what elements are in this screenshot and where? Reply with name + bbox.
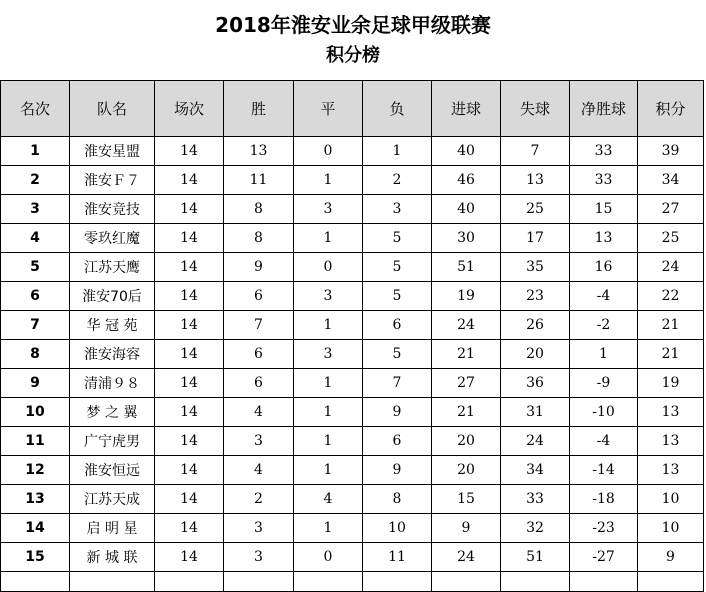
goal-difference-cell[interactable]: -2	[570, 311, 638, 340]
wins-cell[interactable]: 6	[224, 282, 294, 311]
header-goal-difference[interactable]: 净胜球	[570, 81, 638, 137]
goal-difference-cell[interactable]: 33	[570, 166, 638, 195]
points-cell[interactable]: 39	[638, 137, 704, 166]
header-points[interactable]: 积分	[638, 81, 704, 137]
draws-cell[interactable]: 1	[294, 224, 363, 253]
goals-against-cell[interactable]: 25	[501, 195, 570, 224]
draws-cell[interactable]: 4	[294, 485, 363, 514]
rank-cell[interactable]: 12	[1, 456, 70, 485]
goal-difference-cell[interactable]: -9	[570, 369, 638, 398]
played-cell[interactable]: 14	[155, 543, 224, 572]
wins-cell[interactable]: 2	[224, 485, 294, 514]
wins-cell[interactable]: 4	[224, 398, 294, 427]
goal-difference-cell[interactable]: -4	[570, 282, 638, 311]
wins-cell[interactable]: 7	[224, 311, 294, 340]
goal-difference-cell[interactable]: -27	[570, 543, 638, 572]
losses-cell[interactable]: 5	[363, 340, 432, 369]
table-row	[1, 514, 704, 543]
draws-cell[interactable]: 1	[294, 456, 363, 485]
table-row	[1, 195, 704, 224]
table-row	[1, 166, 704, 195]
goal-difference-cell[interactable]: -14	[570, 456, 638, 485]
played-cell[interactable]: 14	[155, 166, 224, 195]
goal-difference-cell[interactable]: 1	[570, 340, 638, 369]
losses-cell[interactable]: 9	[363, 456, 432, 485]
points-cell[interactable]: 22	[638, 282, 704, 311]
goals-for-cell[interactable]: 21	[432, 340, 501, 369]
rank-cell[interactable]: 7	[1, 311, 70, 340]
goal-difference-cell[interactable]: -23	[570, 514, 638, 543]
goals-for-cell[interactable]: 24	[432, 543, 501, 572]
wins-cell[interactable]: 3	[224, 427, 294, 456]
header-goals-against[interactable]: 失球	[501, 81, 570, 137]
team-cell[interactable]: 淮安70后	[70, 282, 155, 311]
played-cell[interactable]: 14	[155, 456, 224, 485]
team-cell[interactable]: 淮安Ｆ７	[70, 166, 155, 195]
played-cell[interactable]: 14	[155, 137, 224, 166]
goals-for-cell[interactable]: 9	[432, 514, 501, 543]
wins-cell[interactable]: 3	[224, 514, 294, 543]
table-row	[1, 369, 704, 398]
page-subtitle: 积分榜	[326, 45, 380, 66]
header-team[interactable]: 队名	[70, 81, 155, 137]
played-cell[interactable]: 14	[155, 195, 224, 224]
team-cell[interactable]: 江苏天鹰	[70, 253, 155, 282]
page-title: 2018年淮安业余足球甲级联赛	[215, 13, 491, 37]
goal-difference-cell[interactable]: 33	[570, 137, 638, 166]
rank-cell[interactable]: 14	[1, 514, 70, 543]
goal-difference-cell[interactable]: -10	[570, 398, 638, 427]
team-cell[interactable]: 启 明 星	[70, 514, 155, 543]
header-row	[1, 81, 704, 137]
goals-against-cell[interactable]: 32	[501, 514, 570, 543]
losses-cell[interactable]: 1	[363, 137, 432, 166]
points-cell[interactable]: 13	[638, 456, 704, 485]
losses-cell[interactable]: 9	[363, 398, 432, 427]
team-cell[interactable]: 淮安恒远	[70, 456, 155, 485]
rank-cell[interactable]: 3	[1, 195, 70, 224]
rank-cell[interactable]: 8	[1, 340, 70, 369]
losses-cell[interactable]: 5	[363, 282, 432, 311]
draws-cell[interactable]: 0	[294, 543, 363, 572]
points-cell[interactable]: 13	[638, 427, 704, 456]
table-row	[1, 137, 704, 166]
losses-cell[interactable]: 2	[363, 166, 432, 195]
team-cell[interactable]: 清浦９８	[70, 369, 155, 398]
team-cell[interactable]: 梦 之 翼	[70, 398, 155, 427]
rank-cell[interactable]: 1	[1, 137, 70, 166]
goals-against-cell[interactable]: 23	[501, 282, 570, 311]
team-cell[interactable]: 零玖红魔	[70, 224, 155, 253]
points-cell[interactable]: 19	[638, 369, 704, 398]
wins-cell[interactable]: 4	[224, 456, 294, 485]
points-cell[interactable]: 24	[638, 253, 704, 282]
header-losses[interactable]: 负	[363, 81, 432, 137]
goals-against-cell[interactable]: 33	[501, 485, 570, 514]
rank-cell[interactable]: 2	[1, 166, 70, 195]
rank-cell[interactable]: 15	[1, 543, 70, 572]
draws-cell[interactable]: 3	[294, 340, 363, 369]
table-row	[1, 224, 704, 253]
losses-cell[interactable]: 5	[363, 253, 432, 282]
goal-difference-cell[interactable]: -18	[570, 485, 638, 514]
rank-cell[interactable]: 13	[1, 485, 70, 514]
goals-for-cell[interactable]: 40	[432, 195, 501, 224]
played-cell[interactable]: 14	[155, 340, 224, 369]
played-cell[interactable]: 14	[155, 514, 224, 543]
goals-against-cell[interactable]: 35	[501, 253, 570, 282]
goals-against-cell[interactable]: 20	[501, 340, 570, 369]
draws-cell[interactable]: 1	[294, 514, 363, 543]
goals-against-cell[interactable]: 31	[501, 398, 570, 427]
played-cell[interactable]: 14	[155, 311, 224, 340]
wins-cell[interactable]: 11	[224, 166, 294, 195]
wins-cell[interactable]: 3	[224, 543, 294, 572]
header-rank[interactable]: 名次	[1, 81, 70, 137]
goal-difference-cell[interactable]: 16	[570, 253, 638, 282]
goals-against-cell[interactable]: 26	[501, 311, 570, 340]
table-row	[1, 253, 704, 282]
standings-table	[0, 80, 704, 592]
points-cell[interactable]: 34	[638, 166, 704, 195]
table-row	[1, 282, 704, 311]
losses-cell[interactable]: 8	[363, 485, 432, 514]
points-cell[interactable]: 21	[638, 340, 704, 369]
goal-difference-cell[interactable]: 13	[570, 224, 638, 253]
title-block	[0, 0, 706, 80]
header-wins[interactable]: 胜	[224, 81, 294, 137]
goals-against-cell[interactable]: 51	[501, 543, 570, 572]
goals-for-cell[interactable]: 24	[432, 311, 501, 340]
played-cell[interactable]: 14	[155, 369, 224, 398]
played-cell[interactable]: 14	[155, 398, 224, 427]
draws-cell[interactable]: 0	[294, 253, 363, 282]
played-cell[interactable]: 14	[155, 427, 224, 456]
points-cell[interactable]: 13	[638, 398, 704, 427]
wins-cell[interactable]: 13	[224, 137, 294, 166]
team-cell[interactable]: 新 城 联	[70, 543, 155, 572]
team-cell[interactable]: 淮安海容	[70, 340, 155, 369]
table-row	[1, 311, 704, 340]
wins-cell[interactable]: 6	[224, 340, 294, 369]
played-cell[interactable]: 14	[155, 253, 224, 282]
points-cell[interactable]: 21	[638, 311, 704, 340]
draws-cell[interactable]: 0	[294, 137, 363, 166]
rank-cell[interactable]: 10	[1, 398, 70, 427]
table-row	[1, 543, 704, 572]
goals-for-cell[interactable]: 19	[432, 282, 501, 311]
goal-difference-cell[interactable]: -4	[570, 427, 638, 456]
wins-cell[interactable]: 6	[224, 369, 294, 398]
losses-cell[interactable]: 6	[363, 311, 432, 340]
draws-cell[interactable]: 1	[294, 166, 363, 195]
table-row	[1, 485, 704, 514]
wins-cell[interactable]: 8	[224, 224, 294, 253]
team-cell[interactable]: 淮安竞技	[70, 195, 155, 224]
goals-against-cell[interactable]: 34	[501, 456, 570, 485]
team-cell[interactable]: 淮安星盟	[70, 137, 155, 166]
team-cell[interactable]: 华 冠 苑	[70, 311, 155, 340]
wins-cell[interactable]: 9	[224, 253, 294, 282]
table-row	[1, 398, 704, 427]
wins-cell[interactable]: 8	[224, 195, 294, 224]
played-cell[interactable]: 14	[155, 485, 224, 514]
losses-cell[interactable]: 6	[363, 427, 432, 456]
draws-cell[interactable]: 3	[294, 195, 363, 224]
goals-against-cell[interactable]: 13	[501, 166, 570, 195]
rank-cell[interactable]: 4	[1, 224, 70, 253]
points-cell[interactable]: 9	[638, 543, 704, 572]
header-draws[interactable]: 平	[294, 81, 363, 137]
goals-against-cell[interactable]: 7	[501, 137, 570, 166]
rank-cell[interactable]: 6	[1, 282, 70, 311]
losses-cell[interactable]: 7	[363, 369, 432, 398]
goals-for-cell[interactable]: 30	[432, 224, 501, 253]
rank-cell[interactable]: 5	[1, 253, 70, 282]
goals-for-cell[interactable]: 20	[432, 427, 501, 456]
points-cell[interactable]: 10	[638, 514, 704, 543]
table-row	[1, 456, 704, 485]
table-row	[1, 340, 704, 369]
draws-cell[interactable]: 1	[294, 369, 363, 398]
goals-for-cell[interactable]: 40	[432, 137, 501, 166]
goals-against-cell[interactable]: 36	[501, 369, 570, 398]
header-goals-for[interactable]: 进球	[432, 81, 501, 137]
losses-cell[interactable]: 3	[363, 195, 432, 224]
goals-for-cell[interactable]: 21	[432, 398, 501, 427]
losses-cell[interactable]: 11	[363, 543, 432, 572]
draws-cell[interactable]: 1	[294, 427, 363, 456]
goal-difference-cell[interactable]: 15	[570, 195, 638, 224]
played-cell[interactable]: 14	[155, 224, 224, 253]
played-cell[interactable]: 14	[155, 282, 224, 311]
goals-for-cell[interactable]: 20	[432, 456, 501, 485]
goals-for-cell[interactable]: 51	[432, 253, 501, 282]
draws-cell[interactable]: 1	[294, 398, 363, 427]
goals-against-cell[interactable]: 24	[501, 427, 570, 456]
goals-for-cell[interactable]: 46	[432, 166, 501, 195]
goals-for-cell[interactable]: 15	[432, 485, 501, 514]
rank-cell[interactable]: 9	[1, 369, 70, 398]
draws-cell[interactable]: 1	[294, 311, 363, 340]
losses-cell[interactable]: 5	[363, 224, 432, 253]
table-row	[1, 427, 704, 456]
draws-cell[interactable]: 3	[294, 282, 363, 311]
goals-against-cell[interactable]: 17	[501, 224, 570, 253]
header-played[interactable]: 场次	[155, 81, 224, 137]
goals-for-cell[interactable]: 27	[432, 369, 501, 398]
team-cell[interactable]: 广宁虎男	[70, 427, 155, 456]
points-cell[interactable]: 25	[638, 224, 704, 253]
team-cell[interactable]: 江苏天成	[70, 485, 155, 514]
rank-cell[interactable]: 11	[1, 427, 70, 456]
points-cell[interactable]: 10	[638, 485, 704, 514]
points-cell[interactable]: 27	[638, 195, 704, 224]
losses-cell[interactable]: 10	[363, 514, 432, 543]
